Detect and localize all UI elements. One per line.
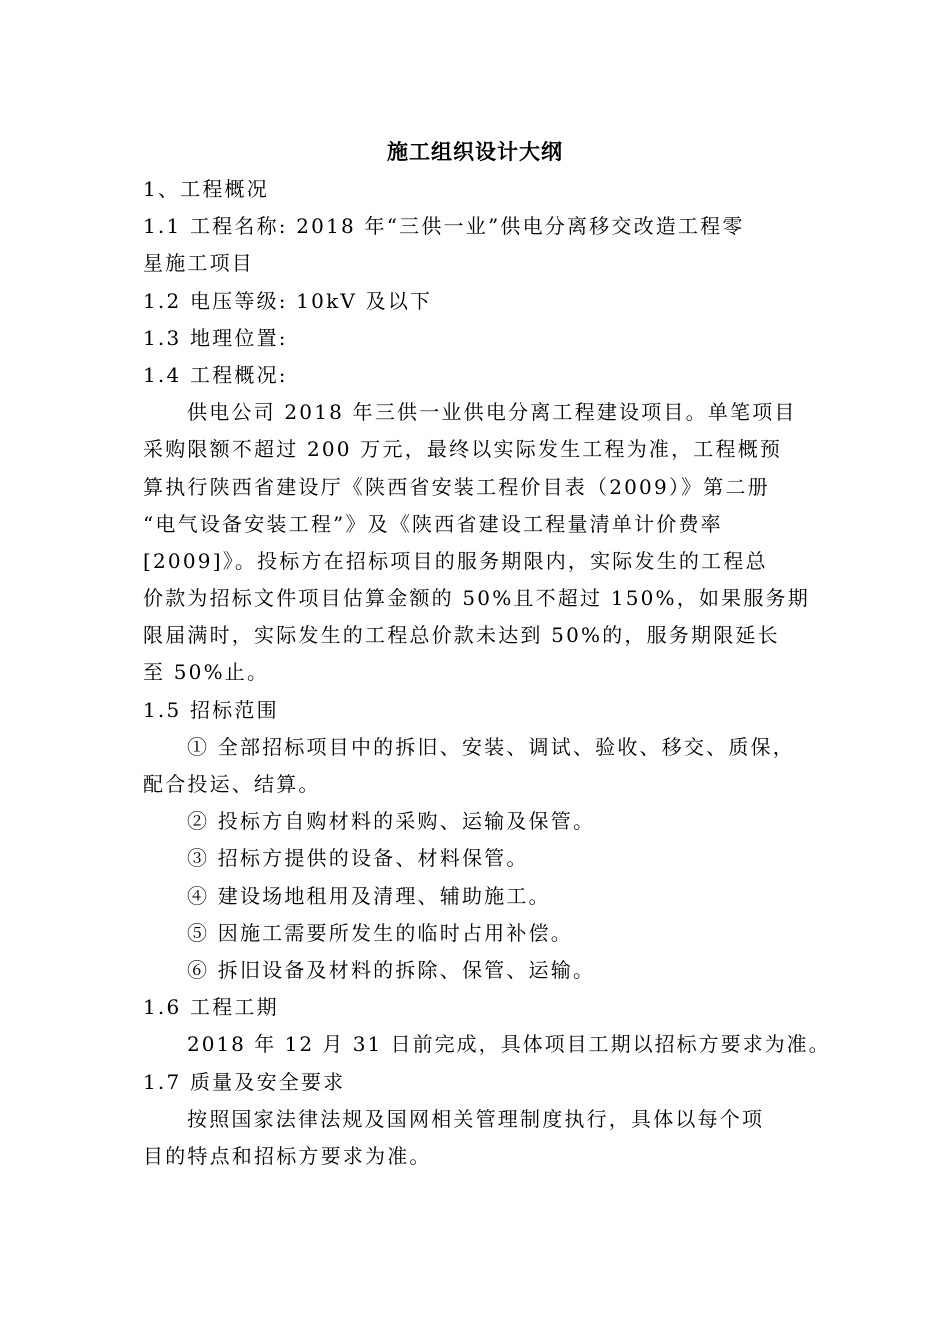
text-line: 1.7 质量及安全要求 (143, 1069, 346, 1094)
text-line: 1.3 地理位置: (143, 325, 288, 350)
text-line: ② 投标方自购材料的采购、运输及保管。 (187, 809, 596, 834)
text-line: ③ 招标方提供的设备、材料保管。 (187, 846, 529, 871)
text-line: 算执行陕西省建设厅《陕西省安装工程价目表（2009）》第二册 (143, 474, 770, 499)
text-line: ④ 建设场地租用及清理、辅助施工。 (187, 883, 551, 908)
text-line: 采购限额不超过 200 万元，最终以实际发生工程为准，工程概预 (143, 437, 783, 462)
text-line: 至 50%止。 (143, 660, 270, 685)
text-line: 限届满时，实际发生的工程总价款未达到 50%的，服务期限延长 (143, 623, 780, 648)
text-line: 价款为招标文件项目估算金额的 50%且不超过 150%，如果服务期 (143, 586, 810, 611)
text-line: 目的特点和招标方要求为准。 (143, 1143, 432, 1168)
text-line: 星施工项目 (143, 251, 254, 276)
text-line: ⑥ 拆旧设备及材料的拆除、保管、运输。 (187, 957, 596, 982)
text-line: ⑤ 因施工需要所发生的临时占用补偿。 (187, 920, 573, 945)
document-body (143, 171, 831, 1175)
text-line: 2018 年 12 月 31 日前完成，具体项目工期以招标方要求为准。 (187, 1032, 831, 1057)
text-line: 按照国家法律法规及国网相关管理制度执行，具体以每个项 (187, 1106, 765, 1131)
text-line: [2009]》。投标方在招标项目的服务期限内，实际发生的工程总 (143, 548, 768, 573)
text-line: 供电公司 2018 年三供一业供电分离工程建设项目。单笔项目 (187, 400, 797, 425)
text-line: 1.2 电压等级: 10kV 及以下 (143, 288, 433, 313)
text-line: ① 全部招标项目中的拆旧、安装、调试、验收、移交、质保， (187, 734, 795, 759)
text-line: 1.4 工程概况: (143, 362, 288, 387)
text-line: “电气设备安装工程”》及《陕西省建设工程量清单计价费率 (143, 511, 723, 536)
text-line: 1.1 工程名称: 2018 年“三供一业”供电分离移交改造工程零 (143, 214, 745, 239)
text-line: 配合投运、结算。 (143, 772, 321, 796)
text-line: 1.6 工程工期 (143, 995, 279, 1020)
text-line: 1、工程概况 (143, 177, 269, 201)
text-line: 1.5 招标范围 (143, 697, 279, 722)
document-title: 施工组织设计大纲 (387, 139, 563, 164)
